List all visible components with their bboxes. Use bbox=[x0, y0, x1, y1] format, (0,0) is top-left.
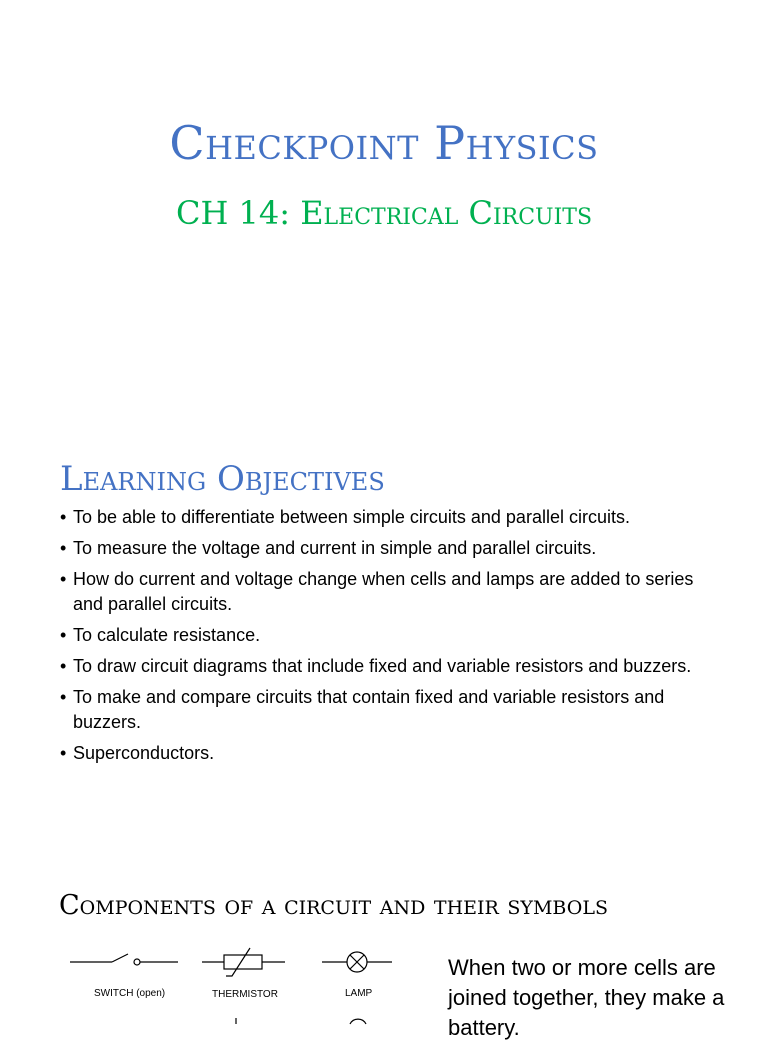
learning-objectives-list bbox=[60, 505, 720, 772]
objective-text: Superconductors. bbox=[73, 743, 215, 763]
objective-item bbox=[60, 741, 720, 766]
circuit-symbols-panel bbox=[60, 940, 410, 1024]
switch-open-icon bbox=[70, 954, 178, 965]
bullet-icon: • bbox=[60, 538, 67, 558]
lamp-label: LAMP bbox=[345, 988, 373, 999]
objective-text: To calculate resistance. bbox=[73, 625, 261, 645]
objective-text: To measure the voltage and current in simple and parallel circuits. bbox=[73, 538, 597, 558]
objective-item bbox=[60, 505, 720, 530]
learning-objectives-heading: Learning Objectives bbox=[60, 459, 385, 499]
lamp-icon bbox=[322, 952, 392, 972]
objective-text: To draw circuit diagrams that include fixed and variable resistors and buzzers. bbox=[73, 656, 692, 676]
objective-item bbox=[60, 567, 720, 617]
objective-item bbox=[60, 654, 720, 679]
thermistor-label: THERMISTOR bbox=[212, 989, 278, 1000]
bullet-icon: • bbox=[60, 743, 67, 763]
objective-text: To make and compare circuits that contain fixed and variable resistors and buzzers. bbox=[73, 687, 665, 732]
bullet-icon: • bbox=[60, 569, 67, 589]
partial-symbol-row bbox=[236, 1018, 366, 1024]
page-title: Checkpoint Physics bbox=[169, 116, 599, 170]
circuit-symbols-svg bbox=[60, 940, 410, 1024]
objective-text: To be able to differentiate between simple circuits and parallel circuits. bbox=[73, 507, 630, 527]
components-heading: Components of a circuit and their symbols bbox=[59, 890, 608, 921]
objective-item bbox=[60, 536, 720, 561]
bullet-icon: • bbox=[60, 687, 67, 707]
objective-text: How do current and voltage change when cells and lamps are added to series and parallel circuits. bbox=[73, 569, 694, 614]
bullet-icon: • bbox=[60, 625, 67, 645]
bullet-icon: • bbox=[60, 656, 67, 676]
switch-label: SWITCH (open) bbox=[94, 988, 166, 999]
objective-item bbox=[60, 685, 720, 735]
objective-item bbox=[60, 623, 720, 648]
bullet-icon: • bbox=[60, 507, 67, 527]
chapter-subtitle: CH 14: Electrical Circuits bbox=[175, 194, 593, 232]
thermistor-icon bbox=[202, 948, 285, 976]
battery-note: When two or more cells are joined together, they make a battery. bbox=[448, 955, 725, 1040]
